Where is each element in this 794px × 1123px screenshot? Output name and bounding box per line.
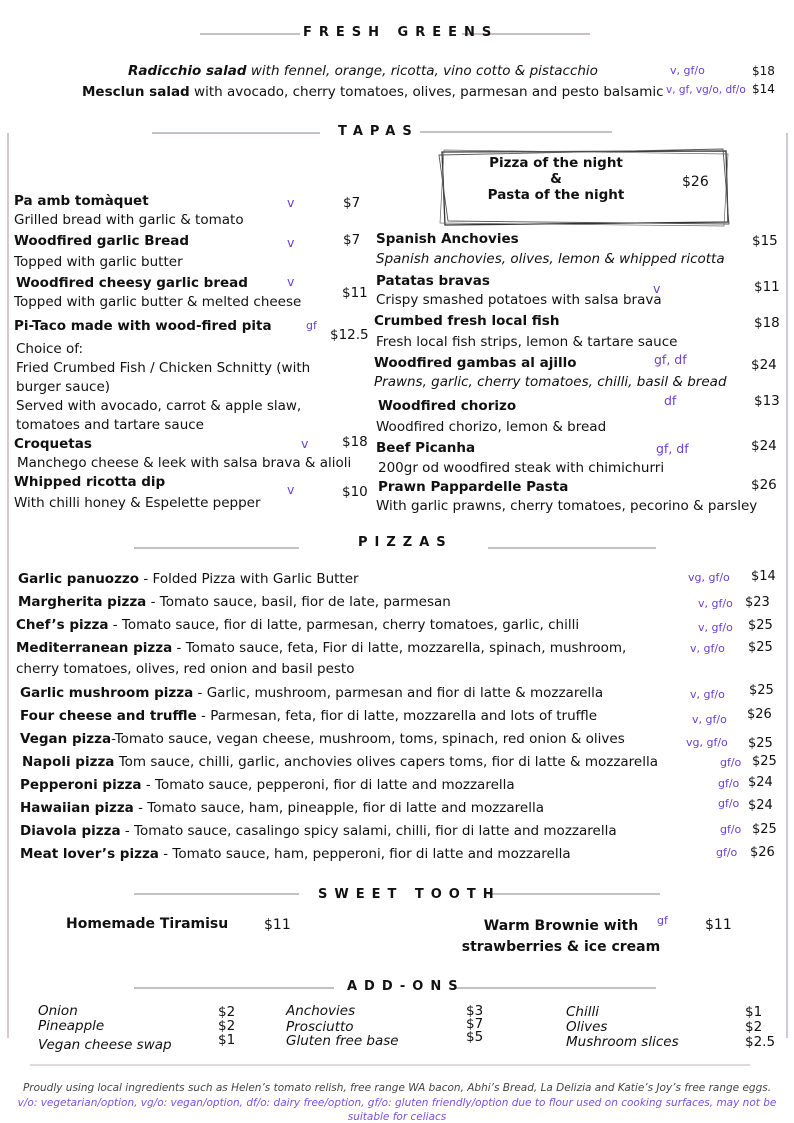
addon-name: Prosciutto	[286, 1019, 354, 1035]
pizza-price: $26	[747, 707, 772, 722]
pizza-desc: - Garlic, mushroom, parmesan and fior di latte & mozzarella	[193, 685, 604, 701]
item-desc: Crispy smashed potatoes with salsa brava	[376, 292, 662, 308]
item-price: $10	[342, 484, 368, 500]
dietary-tags: v	[653, 281, 661, 296]
dietary-tags: vg, gf/o	[688, 571, 730, 584]
item-name: Woodfired garlic Bread	[14, 233, 190, 249]
dessert-name-line: Warm Brownie with	[483, 918, 639, 934]
desc-line: burger sauce)	[16, 379, 111, 395]
pizza-item	[18, 569, 359, 590]
item-name: Whipped ricotta dip	[14, 474, 166, 490]
item-desc: Woodfired chorizo, lemon & bread	[376, 419, 607, 435]
addon-price: $1	[745, 1004, 763, 1020]
divider	[200, 33, 300, 35]
item-price: $24	[751, 357, 777, 373]
special-amp: &	[550, 171, 562, 187]
pizza-desc: - Tomato sauce, fior di latte, parmesan, cherry tomatoes, garlic, chilli	[108, 617, 580, 633]
dessert-name	[456, 916, 666, 958]
addon-price: $7	[466, 1016, 484, 1032]
pizza-name: Hawaiian pizza	[20, 800, 134, 816]
item-name: Crumbed fresh local fish	[374, 313, 560, 329]
addon-name: Pineapple	[38, 1018, 105, 1034]
addon-price: $2	[218, 1004, 236, 1020]
item-desc: Fresh local fish strips, lemon & tartare sauce	[376, 334, 678, 350]
addon-price: $2	[745, 1019, 763, 1035]
special-pizza: Pizza of the night	[489, 155, 623, 171]
item-desc: Manchego cheese & leek with salsa brava & alioli	[17, 455, 352, 471]
item-name: Radicchio salad	[128, 63, 247, 79]
divider	[420, 131, 612, 133]
border-line	[786, 133, 788, 1038]
footer-legend: v/o: vegetarian/option, vg/o: vegan/option, df/o: dairy free/option, gf/o: gluten friendly/option due to flour used on cooking surfaces, may not be	[17, 1097, 777, 1109]
dietary-tags: gf	[306, 319, 317, 332]
pizza-name: Chef’s pizza	[16, 617, 109, 633]
pizza-price: $25	[748, 640, 773, 655]
addon-name: Mushroom slices	[566, 1034, 679, 1050]
divider	[30, 1064, 750, 1066]
pizza-desc: - Folded Pizza with Garlic Butter	[139, 571, 359, 587]
item-desc: with avocado, cherry tomatoes, olives, parmesan and pesto balsamic	[189, 84, 664, 100]
item-name: Pa amb tomàquet	[14, 193, 149, 209]
dietary-tags: v, gf/o	[692, 713, 727, 726]
item-price: $18	[754, 315, 780, 331]
dietary-tags: gf/o	[716, 846, 738, 859]
dietary-tags: v, gf, vg/o, df/o	[666, 84, 746, 96]
divider	[134, 987, 334, 989]
pizza-price: $25	[748, 736, 773, 751]
item-price: $11	[342, 285, 368, 301]
addon-name: Vegan cheese swap	[38, 1037, 172, 1053]
dietary-tags: gf/o	[718, 797, 740, 810]
pizza-name: Four cheese and truffle	[20, 708, 197, 724]
item-price: $18	[342, 434, 368, 450]
pizza-name: Napoli pizza	[22, 754, 115, 770]
pizza-name: Diavola pizza	[20, 823, 121, 839]
pizza-price: $25	[752, 822, 777, 837]
dietary-tags: gf	[657, 914, 668, 927]
item-desc: Topped with garlic butter & melted cheese	[14, 294, 302, 310]
dessert-price: $11	[264, 917, 291, 933]
special-box	[486, 155, 626, 203]
desc-line: tomatoes and tartare sauce	[16, 417, 204, 433]
desc-line: Served with avocado, carrot & apple slaw,	[16, 398, 302, 414]
dietary-tags: gf/o	[720, 823, 742, 836]
dietary-tags: v	[287, 274, 295, 289]
pizza-name: Garlic panuozzo	[18, 571, 140, 587]
divider	[134, 893, 299, 895]
pizza-desc: Tom sauce, chilli, garlic, anchovies olives capers toms, fior di latte & mozzarella	[114, 754, 659, 770]
item-price: $7	[343, 232, 361, 248]
pizza-item	[20, 821, 617, 842]
pizza-item	[20, 683, 603, 704]
divider	[488, 547, 656, 549]
item-desc: 200gr od woodfired steak with chimichurri	[378, 460, 665, 476]
addon-price: $5	[466, 1029, 484, 1045]
item-name: Pi-Taco made with wood-fired pita	[14, 318, 272, 334]
section-heading-fresh-greens: FRESH GREENS	[303, 25, 499, 40]
item-price: $7	[343, 195, 361, 211]
pizza-name: Garlic mushroom pizza	[20, 685, 194, 701]
footer-legend: suitable for celiacs	[347, 1111, 447, 1123]
pizza-price: $14	[751, 569, 776, 584]
item-price: $18	[752, 64, 775, 78]
item-price: $15	[752, 233, 778, 249]
pizza-desc: - Parmesan, feta, fior di latte, mozzarella and lots of truffle	[196, 708, 598, 724]
item-price: $14	[752, 82, 775, 96]
item-price: $11	[754, 279, 780, 295]
dietary-tags: v, gf/o	[698, 597, 733, 610]
section-heading-sweet-tooth: SWEET TOOTH	[318, 887, 501, 902]
addon-price: $3	[466, 1003, 484, 1019]
dietary-tags: v, gf/o	[690, 642, 725, 655]
pizza-desc: - Tomato sauce, pepperoni, fior di latte and mozzarella	[141, 777, 515, 793]
footer-sourcing: Proudly using local ingredients such as Helen’s tomato relish, free range WA bacon, Abhi’s Bread, La Delizia and Katie’s Joy’s free range eggs.	[22, 1082, 772, 1094]
pizza-price: $25	[752, 754, 777, 769]
pizza-price: $26	[750, 845, 775, 860]
desc-line: Choice of:	[16, 341, 84, 357]
item-desc: with fennel, orange, ricotta, vino cotto & pistacchio	[246, 63, 598, 79]
dessert-name: Homemade Tiramisu	[66, 916, 229, 932]
item-name: Mesclun salad	[82, 84, 190, 100]
pizza-name: Meat lover’s pizza	[20, 846, 159, 862]
dietary-tags: df	[664, 393, 677, 408]
pizza-item	[16, 615, 579, 636]
item-desc: With chilli honey & Espelette pepper	[14, 495, 261, 511]
dietary-tags: v, gf/o	[670, 64, 705, 77]
menu-item	[128, 63, 598, 79]
pizza-item	[20, 798, 544, 819]
divider	[134, 547, 299, 549]
divider	[488, 893, 660, 895]
border-line	[7, 133, 9, 1038]
addon-name: Chilli	[566, 1004, 599, 1020]
section-heading-pizzas: PIZZAS	[358, 535, 453, 550]
pizza-desc: - Tomato sauce, basil, fior de late, parmesan	[146, 594, 451, 610]
desc-line: Fried Crumbed Fish / Chicken Schnitty (with	[16, 360, 311, 376]
pizza-price: $23	[745, 595, 770, 610]
pizza-price: $25	[748, 618, 773, 633]
item-name: Woodfired gambas al ajillo	[374, 355, 577, 371]
pizza-desc: - Tomato sauce, ham, pepperoni, fior di latte and mozzarella	[158, 846, 571, 862]
addon-price: $1	[218, 1032, 236, 1048]
dietary-tags: gf/o	[720, 756, 742, 769]
item-desc: Topped with garlic butter	[14, 254, 183, 270]
pizza-desc: - Tomato sauce, ham, pineapple, fior di latte and mozzarella	[133, 800, 544, 816]
addon-name: Gluten free base	[286, 1033, 399, 1049]
item-desc: Grilled bread with garlic & tomato	[14, 212, 244, 228]
dietary-tags: gf/o	[718, 777, 740, 790]
addon-price: $2.5	[745, 1034, 776, 1050]
item-price: $26	[751, 477, 777, 493]
pizza-item	[16, 638, 626, 680]
dietary-tags: v	[287, 195, 295, 210]
dietary-tags: vg, gf/o	[686, 736, 728, 749]
item-name: Croquetas	[14, 436, 92, 452]
pizza-desc-line2: cherry tomatoes, olives, red onion and basil pesto	[16, 661, 355, 677]
dietary-tags: v	[287, 235, 295, 250]
addon-price: $2	[218, 1018, 236, 1034]
item-desc: Prawns, garlic, cherry tomatoes, chilli, basil & bread	[374, 374, 727, 390]
item-name: Patatas bravas	[376, 273, 490, 289]
item-name: Prawn Pappardelle Pasta	[378, 479, 569, 495]
pizza-item	[20, 775, 515, 796]
pizza-item	[20, 706, 597, 727]
dietary-tags: v, gf/o	[698, 621, 733, 634]
item-desc: With garlic prawns, cherry tomatoes, pecorino & parsley	[376, 498, 758, 514]
item-desc: Spanish anchovies, olives, lemon & whipped ricotta	[376, 251, 725, 267]
pizza-name: Vegan pizza	[20, 731, 112, 747]
pizza-item	[20, 729, 625, 750]
item-desc	[16, 340, 310, 435]
pizza-name: Mediterranean pizza	[16, 640, 173, 656]
special-price: $26	[682, 174, 709, 190]
menu-item	[82, 84, 664, 100]
dietary-tags: gf, df	[654, 352, 687, 367]
divider	[456, 987, 656, 989]
dietary-tags: v	[301, 436, 309, 451]
pizza-desc: - Tomato sauce, feta, Fior di latte, mozzarella, spinach, mushroom,	[172, 640, 627, 656]
addon-name: Olives	[566, 1019, 608, 1035]
item-price: $24	[751, 438, 777, 454]
pizza-name: Margherita pizza	[18, 594, 147, 610]
pizza-item	[18, 592, 451, 613]
pizza-price: $24	[748, 798, 773, 813]
dietary-tags: gf, df	[656, 441, 689, 456]
pizza-name: Pepperoni pizza	[20, 777, 142, 793]
item-price: $12.5	[330, 327, 369, 343]
item-price: $13	[754, 393, 780, 409]
item-name: Spanish Anchovies	[376, 231, 519, 247]
dessert-price: $11	[705, 917, 732, 933]
pizza-price: $25	[749, 683, 774, 698]
dessert-name-line: strawberries & ice cream	[461, 939, 661, 955]
pizza-item	[20, 844, 571, 865]
item-name: Woodfired cheesy garlic bread	[16, 275, 248, 291]
item-name: Woodfired chorizo	[378, 398, 517, 414]
pizza-price: $24	[748, 775, 773, 790]
item-name: Beef Picanha	[376, 440, 476, 456]
section-heading-add-ons: ADD-ONS	[347, 979, 465, 994]
addon-name: Anchovies	[286, 1003, 356, 1019]
pizza-desc: -Tomato sauce, vegan cheese, mushroom, toms, spinach, red onion & olives	[111, 731, 625, 747]
section-heading-tapas: TAPAS	[338, 124, 419, 139]
dietary-tags: v, gf/o	[690, 688, 725, 701]
pizza-desc: - Tomato sauce, casalingo spicy salami, chilli, fior di latte and mozzarella	[120, 823, 617, 839]
dietary-tags: v	[287, 482, 295, 497]
addon-name: Onion	[38, 1003, 78, 1019]
pizza-item	[22, 752, 658, 773]
divider	[152, 132, 320, 134]
special-pasta: Pasta of the night	[487, 187, 625, 203]
